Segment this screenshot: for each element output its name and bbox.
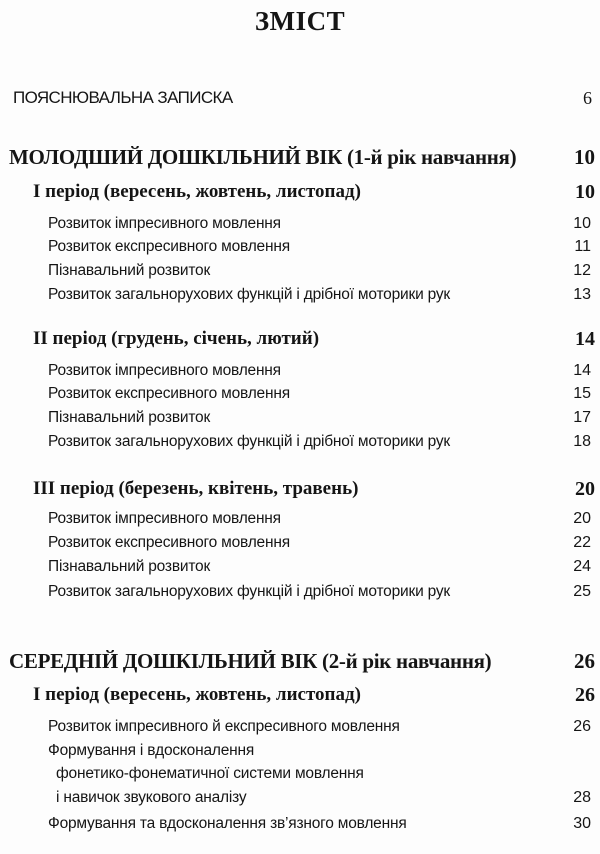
toc-entry-period xyxy=(0,328,600,352)
toc-entry-title: Розвиток імпресивного мовлення xyxy=(48,215,281,232)
toc-entry-item xyxy=(0,238,600,262)
toc-entry-title: I період (вересень, жовтень, листопад) xyxy=(33,181,361,202)
toc-entry-title: МОЛОДШИЙ ДОШКІЛЬНИЙ ВІК (1-й рік навчання) xyxy=(9,145,517,169)
toc-entry-title: Формування і вдосконалення xyxy=(48,742,255,759)
toc-entry-title: Розвиток експресивного мовлення xyxy=(48,238,290,255)
toc-entry-item xyxy=(0,742,600,766)
toc-entry-item xyxy=(0,789,600,813)
toc-entry-page-number: 13 xyxy=(573,286,591,303)
toc-entry-item xyxy=(0,362,600,386)
toc-entry-title: Розвиток загальнорухових функцій і дрібної моторики рук xyxy=(48,583,451,600)
toc-entry-page-number: 28 xyxy=(573,789,591,806)
toc-entry-page-number: 12 xyxy=(573,262,591,279)
toc-entry-page-number: 15 xyxy=(573,385,591,402)
toc-entry-item xyxy=(0,433,600,457)
toc-entry-page-number: 6 xyxy=(583,88,592,108)
toc-entry-page-number: 18 xyxy=(573,433,591,450)
page-title: ЗМІСТ xyxy=(254,6,346,36)
toc-entry-page-number: 26 xyxy=(573,718,591,735)
toc-entry-note xyxy=(0,88,600,112)
toc-entry-item xyxy=(0,765,600,789)
toc-entry-title: і навичок звукового аналізу xyxy=(56,789,247,806)
toc-entry-title: Розвиток імпресивного мовлення xyxy=(48,362,281,379)
toc-entry-page-number: 26 xyxy=(575,684,595,706)
toc-entry-title: II період (грудень, січень, лютий) xyxy=(33,328,320,349)
toc-entry-page-number: 25 xyxy=(573,583,591,600)
toc-entry-page-number: 17 xyxy=(573,409,591,426)
toc-entry-page-number: 26 xyxy=(574,649,595,673)
toc-entry-title: Пізнавальний розвиток xyxy=(48,409,211,426)
toc-entry-page-number: 20 xyxy=(573,510,591,527)
toc-entry-title: Розвиток імпресивного мовлення xyxy=(48,510,281,527)
toc-entry-period xyxy=(0,478,600,502)
toc-entry-title: Розвиток експресивного мовлення xyxy=(48,534,290,551)
toc-entry-period xyxy=(0,181,600,205)
toc-entry-title: фонетико-фонематичної системи мовлення xyxy=(56,765,364,782)
toc-entry-item xyxy=(0,215,600,239)
toc-entry-page-number: 14 xyxy=(575,328,595,350)
toc-entry-section xyxy=(0,649,600,673)
toc-entry-page-number: 10 xyxy=(575,181,595,203)
toc-entry-title: СЕРЕДНІЙ ДОШКІЛЬНИЙ ВІК (2-й рік навчання) xyxy=(9,649,492,673)
toc-entry-title: ПОЯСНЮВАЛЬНА ЗАПИСКА xyxy=(13,88,233,107)
toc-entry-page-number: 14 xyxy=(573,362,591,379)
toc-entry-page-number: 20 xyxy=(575,478,595,500)
toc-entry-page-number: 10 xyxy=(573,215,591,232)
toc-entry-page-number: 11 xyxy=(574,238,591,255)
toc-entry-section xyxy=(0,145,600,169)
toc-entry-title: Розвиток експресивного мовлення xyxy=(48,385,290,402)
toc-entry-page-number: 22 xyxy=(573,534,591,551)
toc-entry-title: III період (березень, квітень, травень) xyxy=(33,478,359,499)
toc-entry-title: Формування та вдосконалення зв’язного мовлення xyxy=(48,815,407,832)
toc-entry-item xyxy=(0,286,600,310)
toc-entry-title: Розвиток загальнорухових функцій і дрібної моторики рук xyxy=(48,286,451,303)
toc-entry-page-number: 30 xyxy=(573,815,591,832)
toc-entry-period xyxy=(0,684,600,708)
toc-entry-page-number: 24 xyxy=(573,558,591,575)
toc-entry-item xyxy=(0,385,600,409)
toc-entry-item xyxy=(0,718,600,742)
toc-entry-title: Розвиток імпресивного й експресивного мовлення xyxy=(48,718,400,735)
toc-entry-title: Пізнавальний розвиток xyxy=(48,262,211,279)
toc-entry-item xyxy=(0,409,600,433)
toc-entry-title: Розвиток загальнорухових функцій і дрібної моторики рук xyxy=(48,433,451,450)
toc-entry-item xyxy=(0,583,600,607)
toc-entry-title: I період (вересень, жовтень, листопад) xyxy=(33,684,361,705)
toc-entry-title: Пізнавальний розвиток xyxy=(48,558,211,575)
toc-entry-item xyxy=(0,534,600,558)
toc-entry-item xyxy=(0,815,600,839)
toc-entry-item xyxy=(0,262,600,286)
toc-entry-item xyxy=(0,510,600,534)
toc-entry-page-number: 10 xyxy=(574,145,595,169)
toc-entry-item xyxy=(0,558,600,582)
